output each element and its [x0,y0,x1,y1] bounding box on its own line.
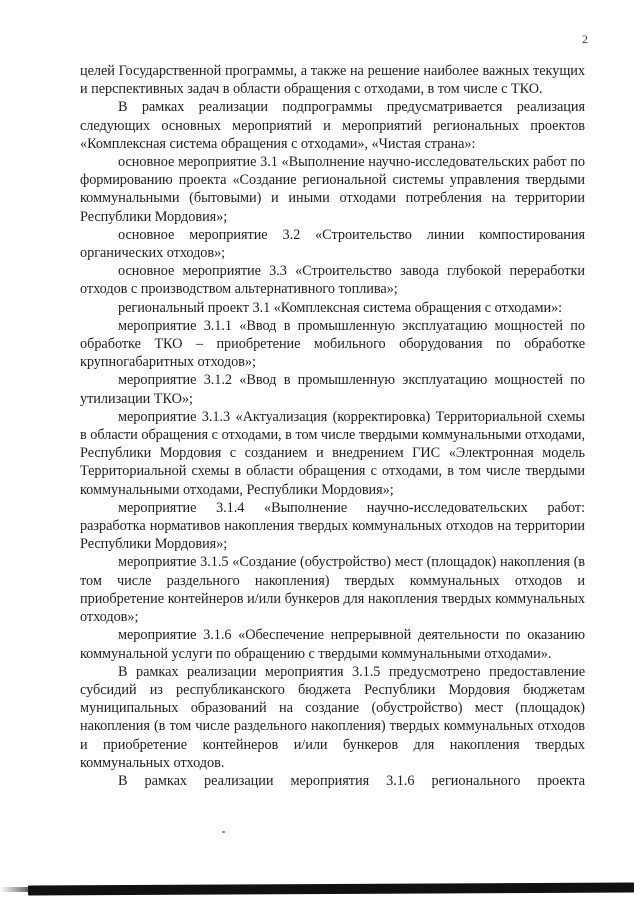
paragraph-measure-3-1-1: мероприятие 3.1.1 «Ввод в промышленную эксплуатацию мощностей по обработке ТКО – приобретение мобильного оборудования по обработке крупногабаритных отходов»; [80,317,585,371]
paragraph-subsidies: В рамках реализации мероприятия 3.1.5 предусмотрено предоставление субсидий из республиканского бюджета Республики Мордовия бюджетам муниципальных образований на создание (обустройство) мест (площадок) накопления (в том числе раздельного накопления) твердых коммунальных отходов и приобретение контейнеров и/или бункеров для накопления твердых коммунальных отходов. [80,663,585,771]
paragraph-measure-3-2: основное мероприятие 3.2 «Строительство линии компостирования органических отходов»; [80,226,585,262]
paragraph-trailing: В рамках реализации мероприятия 3.1.6 регионального проекта [118,772,585,789]
paragraph-measure-3-1-4: мероприятие 3.1.4 «Выполнение научно-исследовательских работ: разработка нормативов накопления твердых коммунальных отходов на территории Республики Мордовия»; [80,499,585,553]
paragraph-subprogram-intro: В рамках реализации подпрограммы предусматривается реализация следующих основных мероприятий и мероприятий региональных проектов «Комплексная система обращения с отходами», «Чистая страна»: [80,99,585,152]
paragraph-measure-3-1-2: мероприятие 3.1.2 «Ввод в промышленную эксплуатацию мощностей по утилизации ТКО»; [80,372,585,407]
document-body [80,62,585,790]
scan-artifact-dot [222,831,225,833]
paragraph-continuation: целей Государственной программы, а также на решение наиболее важных текущих и перспективных задач в области обращения с отходами, в том числе с ТКО. [80,63,585,98]
page-number: 2 [582,32,588,46]
paragraph-measure-3-1: основное мероприятие 3.1 «Выполнение научно-исследовательских работ по формированию проекта «Создание региональной системы управления твердыми коммунальными (бытовыми) и иными отходами потребления на территории Республики Мордовия»; [80,154,585,225]
paragraph-measure-3-1-5: мероприятие 3.1.5 «Создание (обустройство) мест (площадок) накопления (в том числе раздельного накопления) твердых коммунальных отходов и приобретение контейнеров и/или бункеров для накопления твердых коммунальных отходов»; [80,554,585,626]
scan-edge-bar [28,883,634,896]
paragraph-measure-3-3: основное мероприятие 3.3 «Строительство завода глубокой переработки отходов с производством альтернативного топлива»; [80,263,585,298]
paragraph-measure-3-1-3: мероприятие 3.1.3 «Актуализация (корректировка) Территориальной схемы в области обращения с отходами, в том числе твердыми коммунальными отходами, Республики Мордовия с созданием и внедрением ГИС «Электронная модель Территориальной схемы в области обращения с отходами, в том числе твердыми коммунальными отходами, Республики Мордовия»; [80,408,585,498]
paragraph-measure-3-1-6: мероприятие 3.1.6 «Обеспечение непрерывной деятельности по оказанию коммунальной услуги по обращению с твердыми коммунальными отходами». [80,627,585,662]
paragraph-regional-project-3-1: региональный проект 3.1 «Комплексная система обращения с отходами»: [118,299,563,316]
